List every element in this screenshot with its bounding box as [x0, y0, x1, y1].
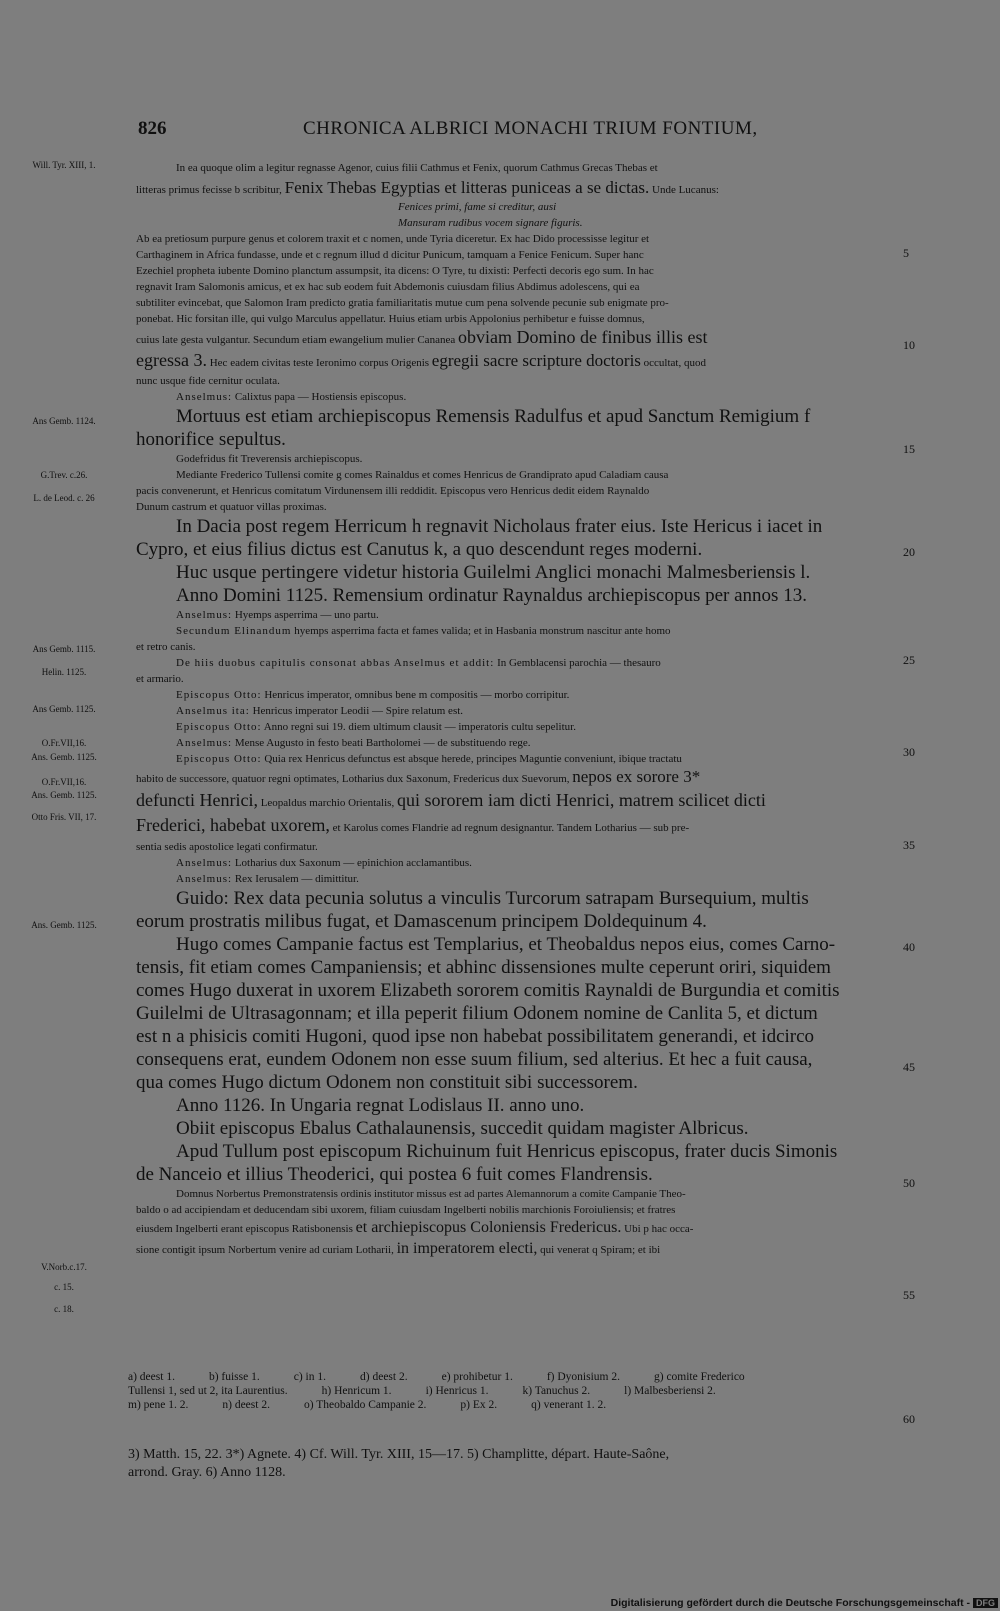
margin-ref: L. de Leod. c. 26: [33, 493, 95, 503]
margin-ref: O.Fr.VII,16.: [41, 777, 87, 787]
note: Tullensi 1, sed ut 2, ita Laurentius.: [128, 1385, 288, 1397]
margin-ref: c. 15.: [54, 1282, 74, 1292]
text-line: Dunum castrum et quatuor villas proximas.: [136, 501, 327, 513]
footnote-line: 3) Matth. 15, 22. 3*) Agnete. 4) Cf. Will. Tyr. XIII, 15—17. 5) Champlitte, départ. Haute-Saône,: [128, 1447, 670, 1462]
text-line: Episcopus Otto: Anno regni sui 19. diem ultimum clausit — imperatoris cultu sepelitur.: [176, 721, 576, 733]
margin-ref: Otto Fris. VII, 17.: [31, 812, 97, 822]
margin-ref: c. 18.: [54, 1304, 74, 1314]
line-number: 60: [903, 1412, 915, 1426]
footnotes: [128, 1446, 898, 1482]
line-number: 20: [903, 545, 915, 559]
text-line: Frederici, habebat uxorem, et Karolus comes Flandrie ad regnum designantur. Tandem Lotharius — sub pre-: [136, 815, 690, 835]
text-line: Anselmus: Calixtus papa — Hostiensis episcopus.: [176, 391, 407, 403]
margin-ref: Ans. Gemb. 1125.: [31, 790, 97, 800]
note: m) pene 1. 2.: [128, 1399, 189, 1411]
text-line: Anno Domini 1125. Remensium ordinatur Raynaldus archiepiscopus per annos 13.: [176, 585, 807, 606]
note: g) comite Frederico: [653, 1371, 745, 1383]
note: c) in 1.: [293, 1371, 327, 1383]
margin-ref: Ans Gemb. 1124.: [32, 416, 96, 426]
text-line: De hiis duobus capitulis consonat abbas Anselmus et addit: In Gemblacensi parochia — thesauro: [176, 657, 661, 669]
running-title: CHRONICA ALBRICI MONACHI TRIUM FONTIUM,: [303, 118, 758, 139]
page-header: [0, 118, 1000, 148]
note: q) venerant 1. 2.: [531, 1399, 607, 1411]
text-line: Domnus Norbertus Premonstratensis ordinis institutor missus est ad partes Alemannorum a comite Campanie Theo-: [176, 1188, 686, 1200]
text-line: honorifice sepultus.: [136, 429, 286, 450]
text-line: Cypro, et eius filius dictus est Canutus k, a quo descendunt reges moderni.: [136, 539, 703, 560]
text-line: baldo o ad accipiendam et deducendam sibi uxorem, filiam cuiusdam Ingelberti nobilis marchionis Foroiuliensis; et fratres: [136, 1204, 676, 1216]
text-line: est n a phisicis comiti Hugoni, quod ipse non habebat possibilitatem generandi, et idcirco: [136, 1026, 815, 1047]
margin-ref: G.Trev. c.26.: [40, 470, 88, 480]
margin-ref: Will. Tyr. XIII, 1.: [32, 160, 96, 170]
text-line: regnavit Iram Salomonis amicus, et ex hac sub eodem fuit Abdemonis cuiusdam filius Abdimus adolescens, qui ea: [136, 281, 640, 293]
note: p) Ex 2.: [460, 1399, 498, 1411]
text-line: litteras primus fecisse b scribitur, Fenix Thebas Egyptias et litteras puniceas a se dictas. Unde Lucanus:: [136, 178, 719, 197]
margin-ref: Ans Gemb. 1125.: [32, 704, 96, 714]
note: k) Tanuchus 2.: [522, 1385, 591, 1397]
note: e) prohibetur 1.: [441, 1371, 513, 1383]
page-number: 826: [138, 118, 167, 139]
note: d) deest 2.: [360, 1371, 408, 1383]
text-line: consequens erat, eundem Odonem non esse suum filium, sed alterius. Et hec a fuit causa,: [136, 1049, 813, 1070]
main-text: [136, 160, 902, 1260]
line-number: 40: [903, 940, 915, 954]
text-line: Anselmus: Mense Augusto in festo beati Bartholomei — de substituendo rege.: [176, 737, 531, 749]
text-line: eiusdem Ingelberti erant episcopus Ratisbonensis et archiepiscopus Coloniensis Fredericus. Ubi p hac occa-: [136, 1219, 694, 1236]
margin-ref: Ans. Gemb. 1125.: [31, 752, 97, 762]
text-line: In Dacia post regem Herricum h regnavit Nicholaus frater eius. Iste Hericus i iacet in: [176, 516, 823, 537]
text-line: ponebat. Hic forsitan ille, qui vulgo Marculus appellatur. Huius etiam urbis Appolonius perhibetur e fuisse domnus,: [136, 313, 645, 325]
margin-ref: Ans Gemb. 1115.: [32, 644, 96, 654]
line-number: 10: [903, 338, 915, 352]
text-line: Anselmus: Lotharius dux Saxonum — epinichion acclamantibus.: [176, 857, 472, 869]
line-number: 50: [903, 1176, 915, 1190]
text-line: Anselmus: Rex Ierusalem — dimittitur.: [176, 873, 359, 885]
note-row: [128, 1370, 898, 1384]
text-line: Secundum Elinandum hyemps asperrima facta et fames valida; et in Hasbania monstrum nascitur ante homo: [176, 625, 671, 637]
note: i) Henricus 1.: [425, 1385, 489, 1397]
line-number: 35: [903, 838, 915, 852]
text-line: Ab ea pretiosum purpure genus et colorem traxit et c nomen, unde Tyria diceretur. Ex hac Dido processisse legitur et: [136, 233, 650, 245]
margin-ref: O.Fr.VII,16.: [41, 738, 87, 748]
note: o) Theobaldo Campanie 2.: [303, 1399, 427, 1411]
text-line: Ezechiel propheta iubente Domino planctum assumpsit, ita dicens: O Tyre, tu dixisti: Perfecti decoris ego sum. In hac: [136, 265, 654, 277]
margin-ref: V.Norb.c.17.: [41, 1262, 87, 1272]
text-line: Carthaginem in Africa fundasse, unde et c regnum illud d dicitur Punicum, tamquam a Fenice Fenicum. Super hanc: [136, 249, 644, 261]
text-line: defuncti Henrici, Leopaldus marchio Orientalis, qui sororem iam dicti Henrici, matrem scilicet dicti: [136, 790, 766, 810]
text-line: Mortuus est etiam archiepiscopus Remensis Radulfus et apud Sanctum Remigium f: [176, 406, 811, 427]
line-number: 15: [903, 442, 915, 456]
text-line: eorum prostratis milibus fugat, et Damascenum principem Doldequinum 4.: [136, 911, 707, 932]
text-line: Episcopus Otto: Quia rex Henricus defunctus est absque herede, principes Maguntie conveniunt, ibique tractatu: [176, 753, 682, 765]
text-line: Hugo comes Campanie factus est Templarius, et Theobaldus nepos eius, comes Carno-: [176, 934, 836, 955]
text-line: Episcopus Otto: Henricus imperator, omnibus bene m compositis — morbo corripitur.: [176, 689, 570, 701]
note: n) deest 2.: [222, 1399, 270, 1411]
note: f) Dyonisium 2.: [546, 1371, 620, 1383]
text-line: Apud Tullum post episcopum Richuinum fuit Henricus episcopus, frater ducis Simonis: [176, 1141, 838, 1162]
text-line: Huc usque pertingere videtur historia Guilelmi Anglici monachi Malmesberiensis l.: [176, 562, 811, 583]
credit-text: Digitalisierung gefördert durch die Deutsche Forschungsgemeinschaft -: [610, 1597, 970, 1609]
text-line: habito de successore, quatuor regni optimates, Lotharius dux Saxonum, Fredericus dux Suevorum, nepos ex sorore 3*: [136, 767, 701, 786]
note: h) Henricum 1.: [321, 1385, 392, 1397]
text-line: nunc usque fide cernitur oculata.: [136, 375, 280, 387]
text-line: qua comes Hugo dictum Odonem non constituit sibi successorem.: [136, 1072, 638, 1093]
note: l) Malbesberiensi 2.: [624, 1385, 716, 1397]
digitization-credit: [611, 1597, 998, 1609]
text-line: Anselmus: Hyemps asperrima — uno partu.: [176, 609, 379, 621]
text-line: sione contigit ipsum Norbertum venire ad curiam Lotharii, in imperatorem electi, qui venerat q Spiram; et ibi: [136, 1240, 661, 1257]
footnote-line: arrond. Gray. 6) Anno 1128.: [128, 1465, 286, 1480]
text-line: In ea quoque olim a legitur regnasse Agenor, cuius filii Cathmus et Fenix, quorum Cathmus Grecas Thebas et: [176, 162, 658, 174]
text-line: Anno 1126. In Ungaria regnat Lodislaus II. anno uno.: [176, 1095, 585, 1116]
note: b) fuisse 1.: [208, 1371, 260, 1383]
text-line: Obiit episcopus Ebalus Cathalaunensis, succedit quidam magister Albricus.: [176, 1118, 749, 1139]
line-number: 25: [903, 653, 915, 667]
text-line: pacis convenerunt, et Henricus comitatum Virdunensem illi reddidit. Episcopus vero Henricus dedit eidem Raynaldo: [136, 485, 650, 497]
line-number: 30: [903, 745, 915, 759]
text-line: de Nanceio et illius Theoderici, qui postea 6 fuit comes Flandrensis.: [136, 1164, 653, 1185]
note-row: [128, 1384, 898, 1398]
text-line: et armario.: [136, 673, 184, 685]
text-line: comes Hugo duxerat in uxorem Elizabeth sororem comitis Raynaldi de Burgundia et comitis: [136, 980, 840, 1001]
line-number: 45: [903, 1060, 915, 1074]
text-line: Mediante Frederico Tullensi comite g comes Rainaldus et comes Henricus de Grandiprato apud Caladiam causa: [176, 469, 669, 481]
text-line: Anselmus ita: Henricus imperator Leodii — Spire relatum est.: [176, 705, 464, 717]
text-line: et retro canis.: [136, 641, 196, 653]
note: a) deest 1.: [128, 1371, 175, 1383]
verse-line: Mansuram rudibus vocem signare figuris.: [398, 217, 583, 229]
text-line: tensis, fit etiam comes Campaniensis; et abhinc dissensiones multe ceperunt oriri, siquidem: [136, 957, 831, 978]
margin-ref: Ans. Gemb. 1125.: [31, 920, 97, 930]
verse-line: Fenices primi, fame si creditur, ausi: [398, 201, 557, 213]
text-line: Guilelmi de Ultrasagonnam; et illa peperit filium Odonem nomine de Canlita 5, et dictum: [136, 1003, 818, 1024]
text-line: cuius late gesta vulgantur. Secundum etiam ewangelium mulier Cananea obviam Domino de finibus illis est: [136, 327, 708, 347]
text-line: Guido: Rex data pecunia solutus a vinculis Turcorum satrapam Bursequium, multis: [176, 888, 809, 909]
line-number: 55: [903, 1288, 915, 1302]
critical-apparatus: [128, 1370, 898, 1412]
line-number: 5: [903, 246, 909, 260]
text-line: subtiliter evincebat, que Salomon Iram predicto gratia familiaritatis mutue cum pena solvende pecunie sub enigmate pro-: [136, 297, 669, 309]
note-row: [128, 1398, 898, 1412]
text-line: sentia sedis apostolice legati confirmatur.: [136, 841, 318, 853]
dfg-logo: DFG: [973, 1598, 998, 1608]
text-line: egressa 3. Hec eadem civitas teste Ieronimo corpus Origenis egregii sacre scripture doctoris occultat, quod: [136, 350, 706, 370]
text-line: Godefridus fit Treverensis archiepiscopus.: [176, 453, 363, 465]
margin-ref: Helin. 1125.: [41, 667, 87, 677]
